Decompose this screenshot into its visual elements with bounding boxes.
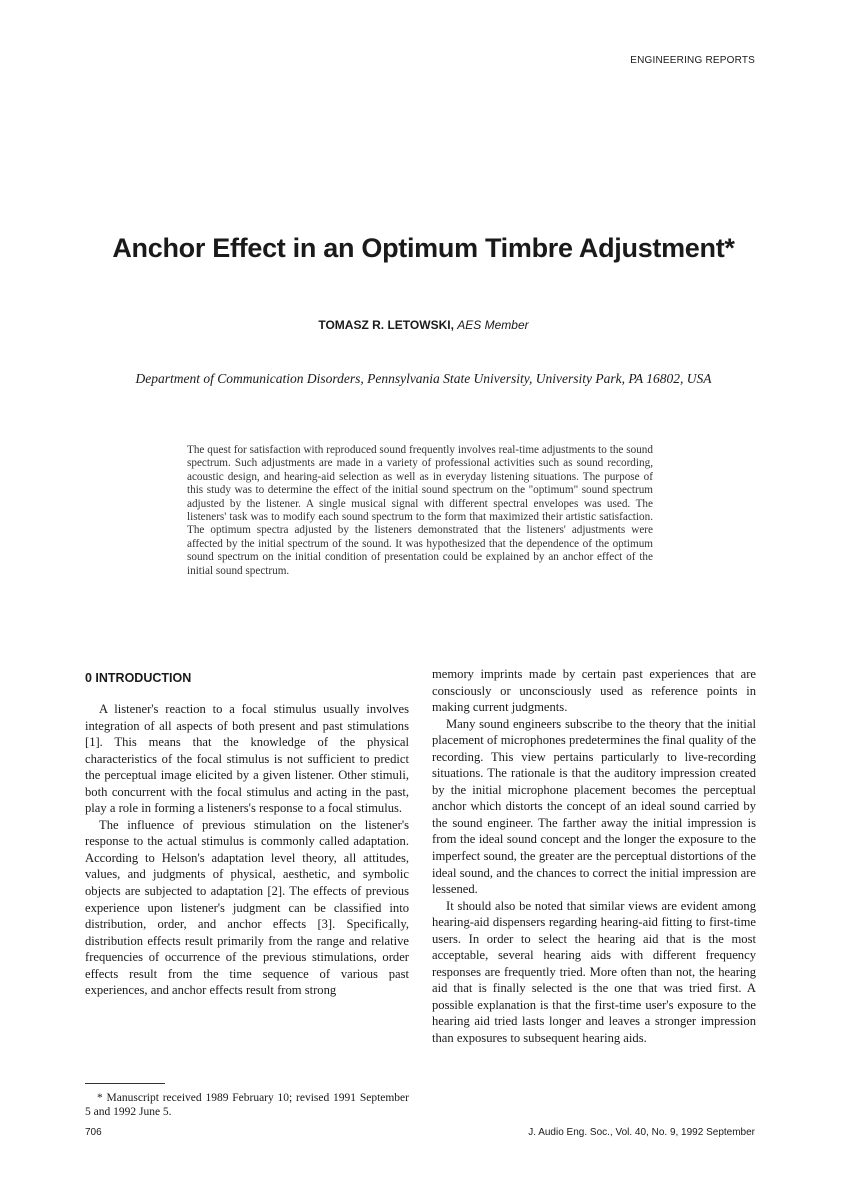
journal-citation: J. Audio Eng. Soc., Vol. 40, No. 9, 1992 September [528, 1127, 755, 1138]
author-membership: AES Member [457, 318, 529, 332]
body-paragraph: A listener's reaction to a focal stimulus usually involves integration of all aspects of both present and past stimulations [1]. This means that the knowledge of the physical characteristics of the focal stimulus is not sufficient to predict the perceptual image elicited by a given listener. Other stimuli, both concurrent with the focal stimulus and acting in the past, play a role in forming a listeners's response to a focal stimulus. [85, 702, 409, 816]
footnote: * Manuscript received 1989 February 10; revised 1991 September 5 and 1992 June 5. [85, 1092, 409, 1118]
author-affiliation: Department of Communication Disorders, Pennsylvania State University, University Park, PA 16802, USA [135, 371, 712, 386]
article-title: Anchor Effect in an Optimum Timbre Adjustment* [112, 233, 735, 263]
left-column [85, 670, 409, 999]
running-head: ENGINEERING REPORTS [630, 55, 755, 66]
author-name: TOMASZ R. LETOWSKI, [318, 318, 454, 332]
section-heading: 0 INTRODUCTION [85, 671, 192, 685]
page-number: 706 [85, 1127, 102, 1138]
body-paragraph: The influence of previous stimulation on the listener's response to the actual stimulus is commonly called adaptation. According to Helson's adaptation level theory, all attitudes, values, and judgments of physical, aesthetic, and symbolic objects are subjected to adaptation [2]. The effects of previous experience upon listener's judgment can be classified into distribution, order, and anchor effects [3]. Specifically, distribution effects result primarily from the range and relative frequencies of occurrence of the previous stimulations, order effects result from the time sequence of various past experiences, and anchor effects result from strong [85, 817, 409, 998]
author-line [0, 318, 847, 332]
body-paragraph: It should also be noted that similar views are evident among hearing-aid dispensers regarding hearing-aid fitting to first-time users. In order to select the hearing aid that is the most acceptable, several hearing aids with different frequency responses are frequently tried. More often than not, the hearing aid that is finally selected is the one that was tried first. A possible explanation is that the first-time user's exposure to the hearing aid tried lasts longer and leaves a stronger impression than exposures to subsequent hearing aids. [432, 898, 756, 1046]
right-column [432, 666, 756, 1047]
footnote-rule [85, 1083, 165, 1084]
body-paragraph: Many sound engineers subscribe to the theory that the initial placement of microphones predetermines the final quality of the recording. This view pertains particularly to live-recording situations. The rationale is that the auditory impression created by the initial microphone placement becomes the perceptual anchor which distorts the concept of an ideal sound carried by the sound engineer. The farther away the initial impression is from the ideal sound concept and the longer the exposure to the imperfect sound, the greater are the perceptual distortions of the ideal sound, and the chances to correct the initial impression are lessened. [432, 716, 756, 897]
abstract: The quest for satisfaction with reproduced sound frequently involves real-time adjustments to the sound spectrum. Such adjustments are made in a variety of professional activities such as sound recording, acoustic design, and hearing-aid selection as well as in everyday listening situations. The purpose of this study was to determine the effect of the initial sound spectrum on the "optimum" sound spectrum adjusted by the listener. A single musical signal with different spectral envelopes was used. The listeners' task was to modify each sound spectrum to the form that maximized their artistic satisfaction. The optimum spectra adjusted by the listeners demonstrated that the listeners' adjustments were affected by the initial spectrum of the sound. It was hypothesized that the dependence of the optimum sound spectrum on the initial condition of presentation could be explained by an anchor effect of the initial sound spectrum. [187, 444, 653, 577]
body-paragraph-continued: memory imprints made by certain past experiences that are consciously or unconsciously used as reference points in making current judgments. [432, 667, 756, 715]
